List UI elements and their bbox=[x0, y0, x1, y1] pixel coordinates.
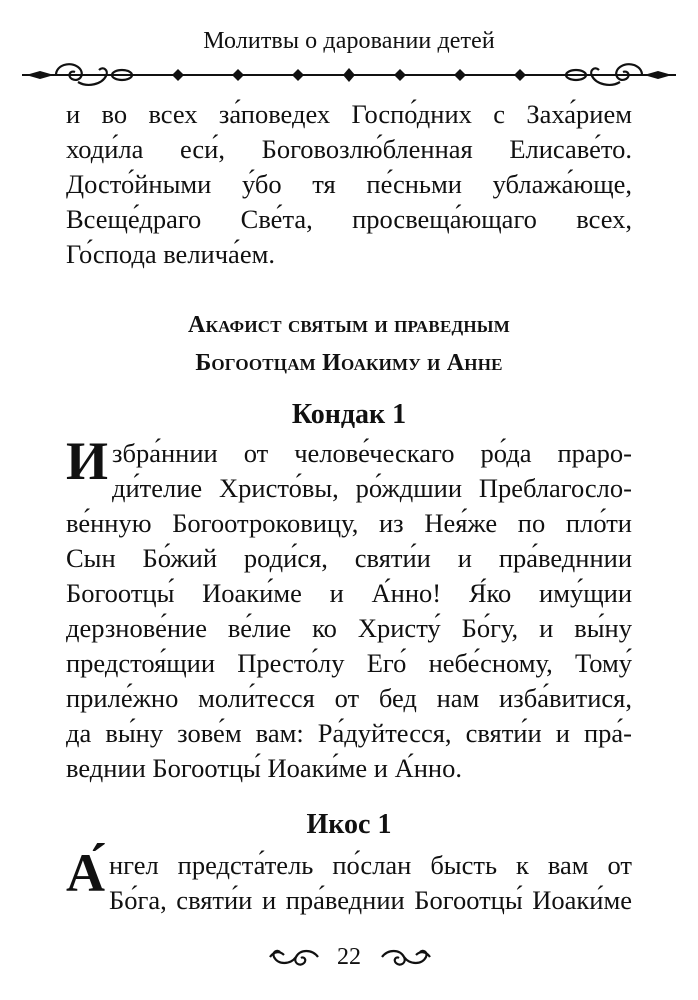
text-line: веднии Богоотцы́ Иоаки́ме и А́нно. bbox=[66, 753, 462, 783]
text-line: да вы́ну зове́м вам: Ра́дуйтесся, святи́и и пра́- bbox=[66, 718, 632, 748]
ikos-heading: Икос 1 bbox=[306, 809, 392, 840]
page-number: 22 bbox=[337, 944, 361, 970]
text-line: Го́спода велича́ем. bbox=[66, 239, 275, 269]
ikos-paragraph bbox=[66, 843, 632, 918]
text-line: предстоя́щии Престо́лу Его́ небе́сному, Тому́ bbox=[66, 648, 632, 678]
page-footer bbox=[0, 938, 698, 978]
kondak-paragraph bbox=[66, 431, 632, 786]
footer-ornament-right-icon bbox=[378, 944, 434, 970]
text-line: Досто́йными у́бо тя пе́сньми ублажа́юще, bbox=[66, 169, 632, 199]
akathist-title bbox=[0, 310, 698, 378]
running-header: Молитвы о даровании детей bbox=[203, 28, 495, 54]
text-line: дерзнове́ние ве́лие ко Христу́ Бо́гу, и вы́ну bbox=[66, 613, 632, 643]
text-line: Сын Бо́жий роди́ся, святи́и и пра́ведннии bbox=[66, 543, 632, 573]
intro-paragraph bbox=[66, 97, 632, 272]
text-line: Богоотцы́ Иоаки́ме и А́нно! Я́ко иму́щии bbox=[66, 578, 632, 608]
header-ornament-divider bbox=[22, 58, 676, 92]
text-line: нгел предста́тель по́слан бысть к вам от bbox=[109, 850, 632, 880]
text-line: Бо́га, святи́и и пра́веднии Богоотцы́ Иоаки́ме bbox=[109, 885, 632, 915]
text-line: Всеще́драго Све́та, просвеща́ющаго всех, bbox=[66, 204, 632, 234]
akathist-title-line-1: Акафист святым и праведным bbox=[188, 312, 510, 338]
text-line: и во всех за́поведех Госпо́дних с Заха́рием bbox=[66, 99, 632, 129]
text-line: збра́ннии от челове́ческаго ро́да праро- bbox=[112, 438, 632, 468]
text-line: приле́жно моли́тесся от бед нам изба́витися, bbox=[66, 683, 632, 713]
text-line: ди́телие Христо́вы, ро́ждшии Преблагосло- bbox=[112, 473, 632, 503]
text-line: ве́нную Богоотроковицу, из Нея́же по пло́ти bbox=[66, 508, 632, 538]
text-line: ходи́ла еси́, Боговозлю́бленная Елисаве́то. bbox=[66, 134, 632, 164]
ikos-dropcap: А́ bbox=[66, 843, 105, 903]
akathist-title-line-2: Богоотцам Иоакиму и Анне bbox=[195, 350, 503, 376]
kondak-dropcap: И bbox=[66, 431, 109, 491]
kondak-heading: Кондак 1 bbox=[291, 399, 407, 430]
